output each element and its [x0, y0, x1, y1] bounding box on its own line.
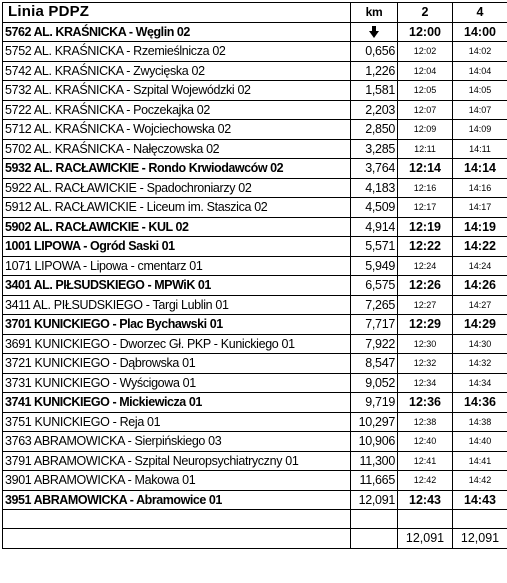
stop-code: 3401 [5, 278, 32, 293]
departure-time-course-4: 14:11 [453, 139, 507, 159]
stop-label: Abramowice 01 [136, 492, 222, 507]
table-row [3, 373, 507, 393]
departure-time-course-2: 12:34 [398, 373, 453, 393]
km-value: 3,764 [351, 159, 398, 179]
street-name: AL. KRAŚNICKA [33, 83, 124, 98]
stop-code: 3763 [5, 434, 32, 449]
stop-name: 3741 KUNICKIEGO - Mickiewicza 01 [3, 393, 351, 413]
stop-code: 3701 [5, 317, 32, 332]
stop-code: 5932 [5, 161, 32, 176]
departure-time-course-2: 12:43 [398, 490, 453, 510]
stop-name: 5762 AL. KRAŚNICKA - Węglin 02 [3, 22, 351, 42]
table-row [3, 451, 507, 471]
table-row [3, 393, 507, 413]
stop-name: 3731 KUNICKIEGO - Wyścigowa 01 [3, 373, 351, 393]
departure-time-course-4: 14:26 [453, 276, 507, 296]
table-row [3, 139, 507, 159]
departure-time-course-4: 14:07 [453, 100, 507, 120]
departure-time-course-2: 12:09 [398, 120, 453, 140]
timetable [2, 2, 507, 549]
departure-time-course-4: 14:27 [453, 295, 507, 315]
stop-label: Lipowa - cmentarz 01 [89, 258, 203, 273]
km-value [351, 22, 398, 42]
street-name: KUNICKIEGO [34, 317, 110, 332]
departure-time-course-4: 14:30 [453, 334, 507, 354]
departure-time-course-2: 12:07 [398, 100, 453, 120]
stop-name: 1001 LIPOWA - Ogród Saski 01 [3, 237, 351, 257]
stop-label: Wyścigowa 01 [119, 375, 196, 390]
spacer-row [3, 510, 507, 529]
street-name: LIPOWA [34, 258, 80, 273]
stop-label: Ogród Saski 01 [89, 239, 175, 254]
departure-time-course-4: 14:22 [453, 237, 507, 257]
km-value: 5,571 [351, 237, 398, 257]
km-value: 5,949 [351, 256, 398, 276]
stop-label: Szpital Wojewódzki 02 [133, 83, 251, 98]
departure-time-course-4: 14:36 [453, 393, 507, 413]
table-row [3, 42, 507, 62]
street-name: AL. RACŁAWICKIE [33, 200, 137, 215]
stop-label: Szpital Neuropsychiatryczny 01 [134, 453, 299, 468]
km-value: 4,914 [351, 217, 398, 237]
table-row [3, 432, 507, 452]
stop-name: 5752 AL. KRAŚNICKA - Rzemieślnicza 02 [3, 42, 351, 62]
stop-name: 5902 AL. RACŁAWICKIE - KUL 02 [3, 217, 351, 237]
stop-name: 3401 AL. PIŁSUDSKIEGO - MPWiK 01 [3, 276, 351, 296]
stop-label: Zwycięska 02 [133, 63, 205, 78]
km-value: 12,091 [351, 490, 398, 510]
street-name: ABRAMOWICKA [33, 434, 125, 449]
departure-time-course-4: 14:16 [453, 178, 507, 198]
stop-label: Nałęczowska 02 [133, 141, 220, 156]
stop-code: 5902 [5, 219, 32, 234]
km-value: 4,509 [351, 198, 398, 218]
stop-name: 5732 AL. KRAŚNICKA - Szpital Wojewódzki 02 [3, 81, 351, 101]
stop-label: Dąbrowska 01 [119, 356, 196, 371]
street-name: KUNICKIEGO [34, 414, 110, 429]
stop-label: Rondo Krwiodawców 02 [148, 161, 284, 176]
stop-label: Plac Bychawski 01 [119, 317, 223, 332]
stop-code: 3731 [5, 375, 32, 390]
stop-label: Targi Lublin 01 [152, 297, 229, 312]
street-name: AL. KRAŚNICKA [33, 63, 124, 78]
km-value: 9,052 [351, 373, 398, 393]
departure-time-course-2: 12:19 [398, 217, 453, 237]
stop-name: 5922 AL. RACŁAWICKIE - Spadochroniarzy 02 [3, 178, 351, 198]
departure-time-course-2: 12:22 [398, 237, 453, 257]
departure-time-course-2: 12:29 [398, 315, 453, 335]
stop-name: 3701 KUNICKIEGO - Plac Bychawski 01 [3, 315, 351, 335]
departure-time-course-4: 14:34 [453, 373, 507, 393]
km-value: 2,203 [351, 100, 398, 120]
stop-code: 5722 [5, 102, 32, 117]
departure-time-course-4: 14:02 [453, 42, 507, 62]
arrow-down-icon [368, 26, 380, 39]
course-2-header: 2 [398, 3, 453, 23]
km-header: km [351, 3, 398, 23]
departure-time-course-2: 12:02 [398, 42, 453, 62]
stop-name: 5742 AL. KRAŚNICKA - Zwycięska 02 [3, 61, 351, 81]
table-row [3, 412, 507, 432]
km-value: 6,575 [351, 276, 398, 296]
table-row [3, 490, 507, 510]
table-row [3, 198, 507, 218]
stop-name: 5932 AL. RACŁAWICKIE - Rondo Krwiodawców 02 [3, 159, 351, 179]
stop-label: Spadochroniarzy 02 [146, 180, 252, 195]
km-value: 1,226 [351, 61, 398, 81]
street-name: AL. KRAŚNICKA [33, 102, 124, 117]
departure-time-course-2: 12:00 [398, 22, 453, 42]
stop-code: 5922 [5, 180, 32, 195]
street-name: ABRAMOWICKA [33, 492, 127, 507]
street-name: AL. RACŁAWICKIE [33, 219, 139, 234]
stop-name: 3951 ABRAMOWICKA - Abramowice 01 [3, 490, 351, 510]
departure-time-course-4: 14:09 [453, 120, 507, 140]
departure-time-course-2: 12:30 [398, 334, 453, 354]
course-4-header: 4 [453, 3, 507, 23]
departure-time-course-2: 12:38 [398, 412, 453, 432]
departure-time-course-4: 14:17 [453, 198, 507, 218]
departure-time-course-4: 14:43 [453, 490, 507, 510]
street-name: AL. PIŁSUDSKIEGO [33, 278, 145, 293]
stop-label: Wojciechowska 02 [133, 122, 231, 137]
street-name: AL. KRAŚNICKA [33, 141, 124, 156]
street-name: KUNICKIEGO [34, 375, 110, 390]
stops-list [3, 22, 507, 510]
table-row [3, 22, 507, 42]
street-name: AL. KRAŚNICKA [33, 122, 124, 137]
departure-time-course-4: 14:42 [453, 471, 507, 491]
departure-time-course-2: 12:16 [398, 178, 453, 198]
stop-code: 3751 [5, 414, 32, 429]
km-value: 7,265 [351, 295, 398, 315]
totals-row [3, 529, 507, 549]
km-value: 3,285 [351, 139, 398, 159]
departure-time-course-4: 14:14 [453, 159, 507, 179]
stop-code: 3691 [5, 336, 32, 351]
km-value: 4,183 [351, 178, 398, 198]
departure-time-course-2: 12:41 [398, 451, 453, 471]
street-name: KUNICKIEGO [34, 395, 110, 410]
table-row [3, 159, 507, 179]
departure-time-course-2: 12:24 [398, 256, 453, 276]
stop-label: MPWiK 01 [154, 278, 211, 293]
street-name: AL. PIŁSUDSKIEGO [32, 297, 143, 312]
stop-label: Dworzec Gł. PKP - Kunickiego 01 [119, 336, 295, 351]
km-value: 10,297 [351, 412, 398, 432]
street-name: ABRAMOWICKA [33, 453, 125, 468]
stop-code: 3721 [5, 356, 32, 371]
stop-code: 5702 [5, 141, 32, 156]
km-value: 10,906 [351, 432, 398, 452]
km-value: 8,547 [351, 354, 398, 374]
stop-code: 3791 [5, 453, 32, 468]
stop-name: 3763 ABRAMOWICKA - Sierpińskiego 03 [3, 432, 351, 452]
table-row [3, 120, 507, 140]
header-row [3, 3, 507, 23]
km-value: 11,665 [351, 471, 398, 491]
stop-label: Reja 01 [119, 414, 161, 429]
km-value: 7,922 [351, 334, 398, 354]
departure-time-course-2: 12:42 [398, 471, 453, 491]
stop-code: 5712 [5, 122, 32, 137]
table-row [3, 217, 507, 237]
departure-time-course-4: 14:04 [453, 61, 507, 81]
stop-label: Liceum im. Staszica 02 [146, 200, 268, 215]
departure-time-course-2: 12:11 [398, 139, 453, 159]
stop-name: 3791 ABRAMOWICKA - Szpital Neuropsychiatryczny 01 [3, 451, 351, 471]
street-name: LIPOWA [34, 239, 81, 254]
km-value: 11,300 [351, 451, 398, 471]
street-name: AL. KRAŚNICKA [33, 44, 124, 59]
km-value: 1,581 [351, 81, 398, 101]
street-name: ABRAMOWICKA [33, 473, 125, 488]
stop-name: 5702 AL. KRAŚNICKA - Nałęczowska 02 [3, 139, 351, 159]
street-name: AL. KRAŚNICKA [33, 24, 126, 39]
departure-time-course-2: 12:14 [398, 159, 453, 179]
table-row [3, 256, 507, 276]
stop-code: 3901 [5, 473, 32, 488]
departure-time-course-2: 12:27 [398, 295, 453, 315]
table-row [3, 334, 507, 354]
street-name: AL. RACŁAWICKIE [33, 161, 139, 176]
departure-time-course-4: 14:32 [453, 354, 507, 374]
departure-time-course-4: 14:38 [453, 412, 507, 432]
table-row [3, 276, 507, 296]
stop-label: Sierpińskiego 03 [134, 434, 222, 449]
table-row [3, 354, 507, 374]
stop-name: 3751 KUNICKIEGO - Reja 01 [3, 412, 351, 432]
table-row [3, 81, 507, 101]
departure-time-course-4: 14:19 [453, 217, 507, 237]
departure-time-course-2: 12:04 [398, 61, 453, 81]
departure-time-course-4: 14:29 [453, 315, 507, 335]
table-row [3, 100, 507, 120]
stop-code: 5752 [5, 44, 32, 59]
table-row [3, 178, 507, 198]
total-km-course-4: 12,091 [453, 529, 507, 549]
departure-time-course-2: 12:36 [398, 393, 453, 413]
departure-time-course-4: 14:24 [453, 256, 507, 276]
stop-code: 3741 [5, 395, 32, 410]
departure-time-course-2: 12:26 [398, 276, 453, 296]
departure-time-course-2: 12:40 [398, 432, 453, 452]
km-value: 2,850 [351, 120, 398, 140]
stop-label: Mickiewicza 01 [119, 395, 202, 410]
street-name: AL. RACŁAWICKIE [33, 180, 137, 195]
stop-code: 5762 [5, 24, 32, 39]
stop-name: 1071 LIPOWA - Lipowa - cmentarz 01 [3, 256, 351, 276]
km-value: 7,717 [351, 315, 398, 335]
departure-time-course-4: 14:41 [453, 451, 507, 471]
table-row [3, 61, 507, 81]
stop-code: 1001 [5, 239, 32, 254]
departure-time-course-2: 12:17 [398, 198, 453, 218]
stop-name: 3901 ABRAMOWICKA - Makowa 01 [3, 471, 351, 491]
street-name: KUNICKIEGO [34, 356, 110, 371]
stop-code: 1071 [5, 258, 32, 273]
stop-name: 5912 AL. RACŁAWICKIE - Liceum im. Staszica 02 [3, 198, 351, 218]
departure-time-course-4: 14:40 [453, 432, 507, 452]
stop-name: 5722 AL. KRAŚNICKA - Poczekajka 02 [3, 100, 351, 120]
km-value: 9,719 [351, 393, 398, 413]
stop-label: Makowa 01 [134, 473, 196, 488]
stop-name: 3411 AL. PIŁSUDSKIEGO - Targi Lublin 01 [3, 295, 351, 315]
table-row [3, 295, 507, 315]
stop-label: Rzemieślnicza 02 [133, 44, 226, 59]
stop-code: 3951 [5, 492, 32, 507]
stop-code: 5912 [5, 200, 32, 215]
stop-code: 5732 [5, 83, 32, 98]
stop-code: 5742 [5, 63, 32, 78]
stop-name: 5712 AL. KRAŚNICKA - Wojciechowska 02 [3, 120, 351, 140]
departure-time-course-4: 14:00 [453, 22, 507, 42]
stop-name: 3721 KUNICKIEGO - Dąbrowska 01 [3, 354, 351, 374]
departure-time-course-2: 12:32 [398, 354, 453, 374]
line-title: Linia PDPZ [3, 3, 351, 23]
stop-label: KUL 02 [148, 219, 189, 234]
stop-label: Węglin 02 [135, 24, 190, 39]
departure-time-course-2: 12:05 [398, 81, 453, 101]
table-row [3, 471, 507, 491]
departure-time-course-4: 14:05 [453, 81, 507, 101]
km-value: 0,656 [351, 42, 398, 62]
street-name: KUNICKIEGO [34, 336, 110, 351]
stop-name: 3691 KUNICKIEGO - Dworzec Gł. PKP - Kunickiego 01 [3, 334, 351, 354]
stop-label: Poczekajka 02 [133, 102, 210, 117]
total-km-course-2: 12,091 [398, 529, 453, 549]
stop-code: 3411 [5, 297, 31, 312]
table-row [3, 315, 507, 335]
table-row [3, 237, 507, 257]
